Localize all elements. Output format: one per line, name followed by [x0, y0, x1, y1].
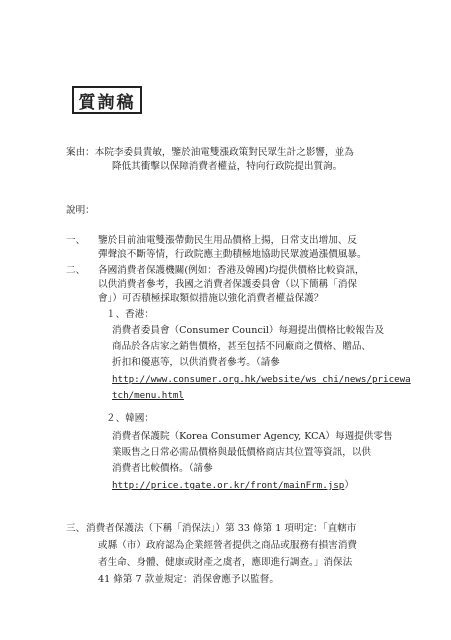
sub-1-label: １、香港： [106, 309, 154, 320]
item-2-line-2: 以供消費者參考，我國之消費者保護委員會（以下簡稱「消保 [98, 279, 358, 290]
item-3-line-1: 消費者保護法（下稱「消保法」）第 33 條第 1 項明定：「直轄市 [86, 523, 357, 534]
item-1-line-2: 彈聲浪不斷等情，行政院應主動積極地協助民眾渡過漲價風暴。 [98, 249, 367, 260]
item-1-line-1: 鑒於目前油電雙漲帶動民生用品價格上揚，日常支出增加、反 [98, 235, 358, 246]
sub-2-link-suffix: ） [344, 480, 354, 491]
item-1-text [98, 234, 367, 262]
item-3-line-4: 41 條第 7 款並規定：消保會應予以監督。 [98, 574, 279, 585]
sub-2-link[interactable]: http://price.tgate.or.kr/front/mainFrm.jsp [112, 480, 345, 491]
cause-label: 案由： [66, 147, 95, 158]
explanation-heading: 說明： [66, 205, 95, 216]
sub-2-text [112, 430, 393, 493]
document-title: 質詢稿 [72, 86, 142, 114]
sub-2-label: ２、韓國： [106, 413, 154, 424]
cause-section [66, 146, 354, 174]
item-3-number: 三、 [66, 523, 86, 534]
sub-1-text [112, 324, 411, 403]
item-2-line-3: 會」）可否積極採取類似措施以強化消費者權益保護？ [98, 293, 324, 304]
item-3-text [86, 522, 357, 587]
sub-1-line-2: 商品於各店家之銷售價格，甚至包括不同廠商之價格、贈品、 [112, 341, 372, 352]
sub-2-line-1: 消費者保護院（Korea Consumer Agency, KCA）每週提供零售 [112, 431, 393, 442]
cause-line-1: 本院李委員貴敏，鑒於油電雙漲政策對民眾生計之影響，並為 [94, 147, 354, 158]
sub-2-line-3: 消費者比較價格。（請參 [112, 463, 213, 474]
item-2-number: 二、 [66, 265, 86, 276]
sub-1-link-line-2[interactable]: tch/menu.html [112, 390, 184, 401]
item-2-text [98, 264, 365, 306]
sub-1-line-3: 折扣和優惠等，以供消費者參考。（請參 [112, 357, 280, 368]
item-3-line-2: 或縣（市）政府認為企業經營者提供之商品或服務有損害消費 [98, 540, 358, 551]
item-3-line-3: 者生命、身體、健康或財產之虞者，應即進行調查。」消保法 [98, 557, 353, 568]
item-2-line-1: 各國消費者保護機關(例如：香港及韓國)均提供價格比較資訊， [98, 265, 365, 276]
cause-line-2: 降低其衝擊以保障消費者權益，特向行政院提出質詢。 [112, 161, 343, 172]
item-1-number: 一、 [66, 235, 86, 246]
sub-2-line-2: 業販售之日常必需品價格與最低價格商店其位置等資訊，以供 [112, 447, 372, 458]
sub-1-link-line-1[interactable]: http://www.consumer.org.hk/website/ws_chi/news/pricewa [112, 374, 411, 385]
sub-1-line-1: 消費者委員會（Consumer Council）每週提出價格比較報告及 [112, 325, 385, 336]
